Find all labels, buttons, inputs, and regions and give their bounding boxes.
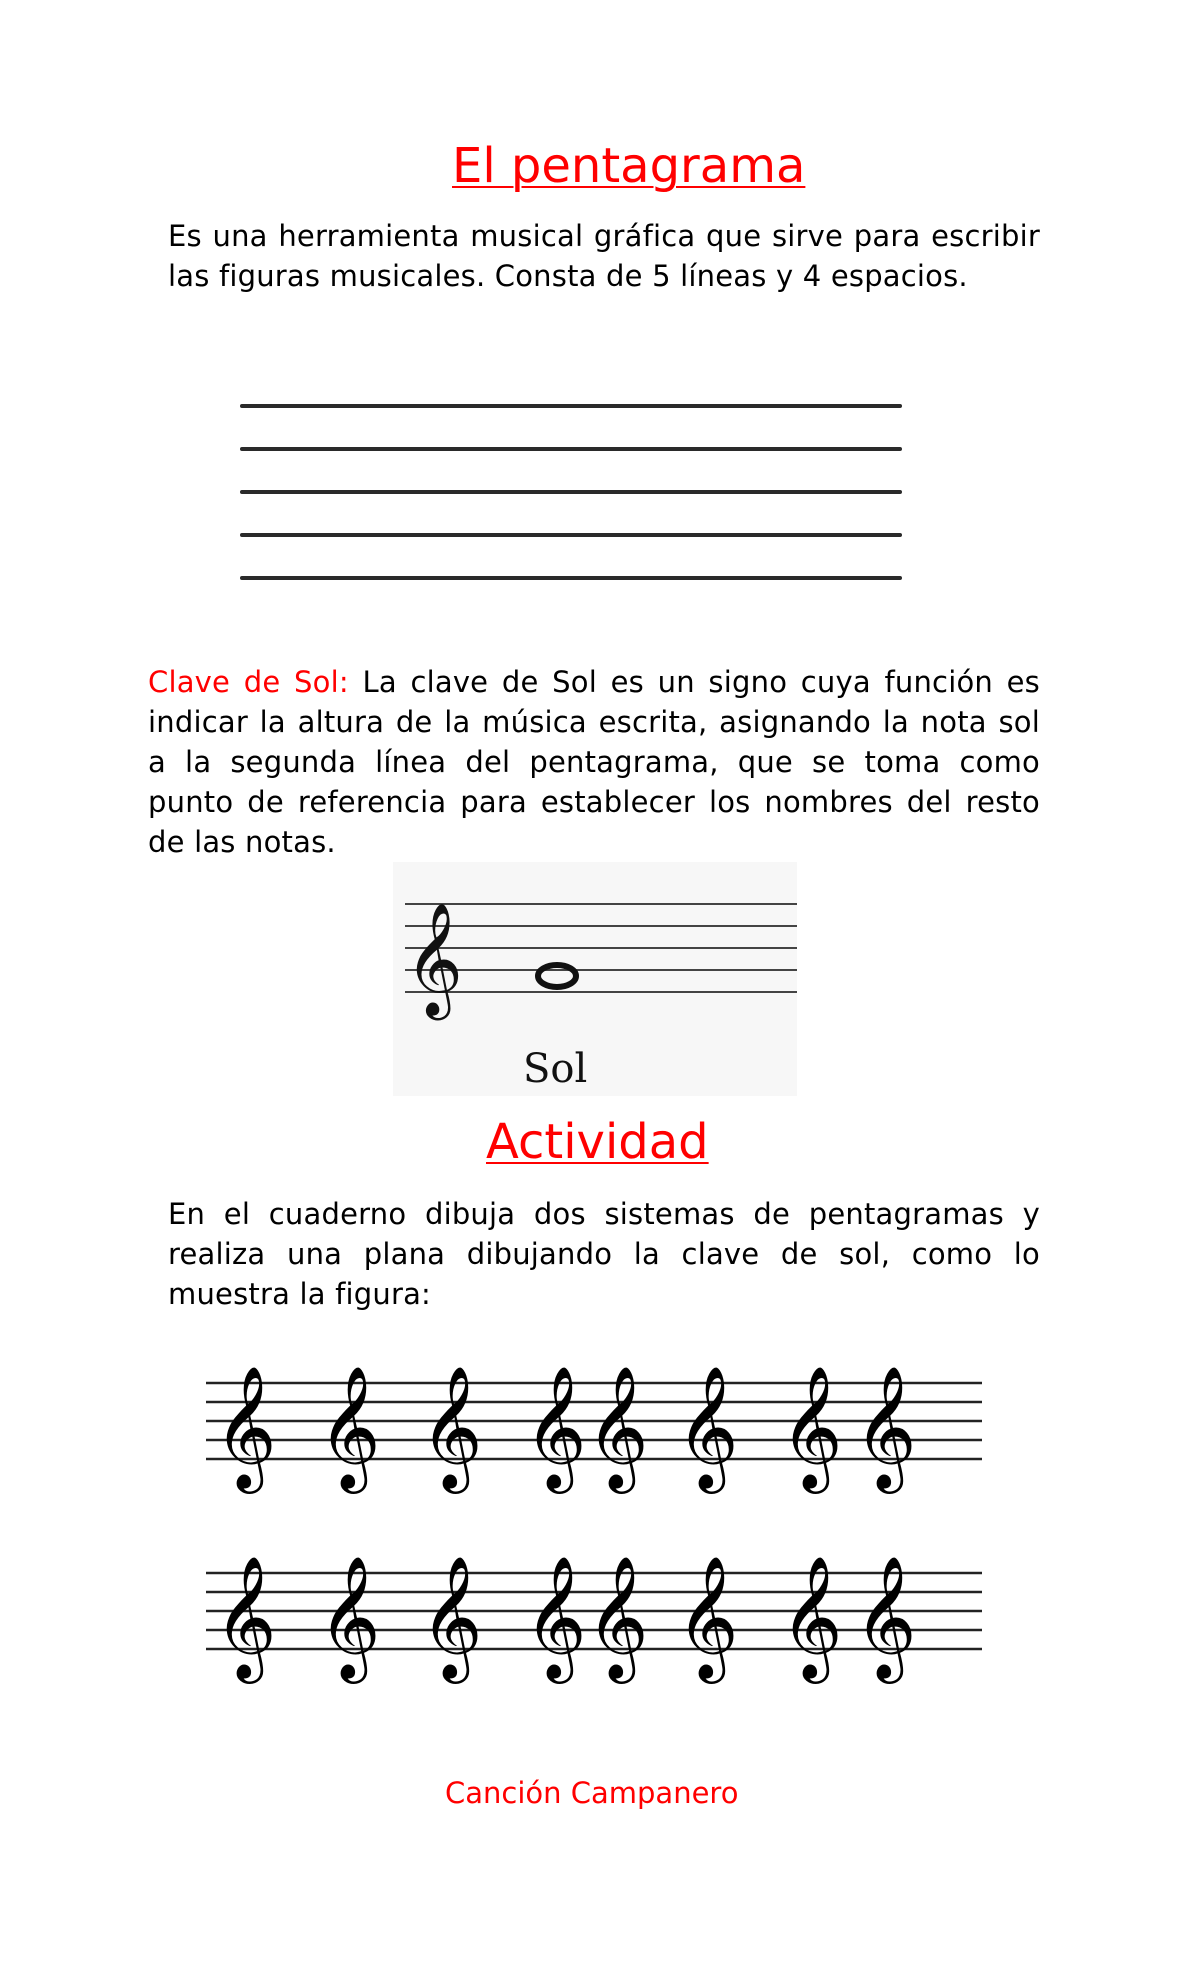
treble-clef-icon: 𝄞 [318,1365,381,1488]
staff-line [240,576,902,580]
clave-de-sol-text: La clave de Sol es un signo cuya función es indicar la altura de la música escrita, asignando la nota sol a la segunda línea del pentagrama, que se toma como punto de referencia para establecer los nombres del resto de las notas. [148,665,1040,859]
whole-note-icon [538,965,576,987]
treble-clef-icon: 𝄞 [586,1555,649,1678]
page-title: El pentagrama [452,138,806,194]
treble-clef-icon: 𝄞 [420,1555,483,1678]
treble-clef-icon: 𝄞 [420,1365,483,1488]
treble-clef-icon: 𝄞 [676,1555,739,1678]
staff-diagram [240,404,902,584]
treble-clef-icon: 𝄞 [524,1555,587,1678]
clef-practice-svg [206,1355,982,1705]
pentagrama-definition: Es una herramienta musical gráfica que sirve para escribir las figuras musicales. Consta de 5 líneas y 4 espacios. [168,219,1040,293]
staff-line [240,490,902,494]
song-title: Canción Campanero [445,1776,739,1810]
clef-practice-figure [206,1355,982,1705]
clave-de-sol-term: Clave de Sol: [148,665,349,699]
treble-clef-icon: 𝄞 [405,902,463,1016]
treble-clef-icon: 𝄞 [676,1365,739,1488]
treble-clef-icon: 𝄞 [854,1365,917,1488]
treble-clef-staff-image [393,862,797,1096]
clave-de-sol-paragraph [148,662,1040,862]
actividad-title: Actividad [486,1114,709,1170]
clave-de-sol-figure [393,862,797,1096]
treble-clef-icon: 𝄞 [586,1365,649,1488]
treble-clef-icon: 𝄞 [318,1555,381,1678]
treble-clef-icon: 𝄞 [214,1365,277,1488]
staff-line [240,447,902,451]
treble-clef-icon: 𝄞 [854,1555,917,1678]
staff-line [240,533,902,537]
actividad-instructions: En el cuaderno dibuja dos sistemas de pentagramas y realiza una plana dibujando la clave de sol, como lo muestra la figura: [168,1197,1040,1311]
treble-clef-icon: 𝄞 [780,1555,843,1678]
treble-clef-icon: 𝄞 [524,1365,587,1488]
treble-clef-icon: 𝄞 [214,1555,277,1678]
figure-label: Sol [523,1046,588,1092]
staff-line [240,404,902,408]
treble-clef-icon: 𝄞 [780,1365,843,1488]
